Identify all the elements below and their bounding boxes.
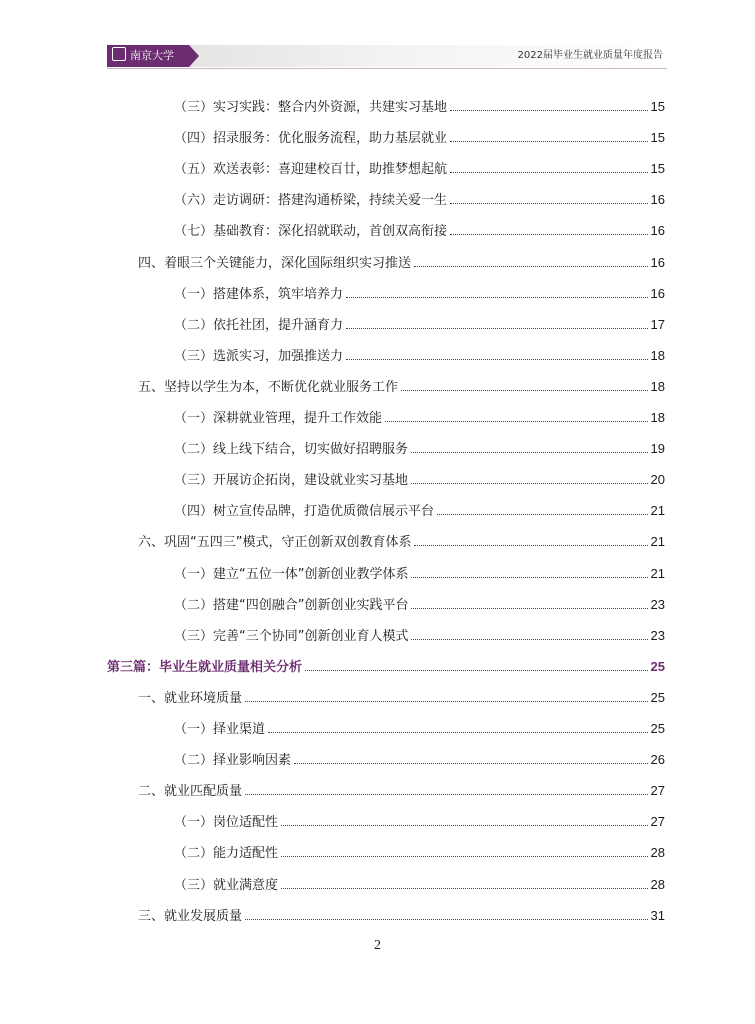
toc-entry-page: 23 — [650, 628, 665, 643]
dot-leader — [385, 421, 648, 422]
toc-entry-page: 16 — [650, 223, 665, 238]
toc-entry-label: （二）线上线下结合，切实做好招聘服务 — [174, 442, 409, 457]
toc-entry[interactable] — [0, 345, 665, 365]
toc-entry[interactable] — [0, 811, 665, 831]
report-title: 2022届毕业生就业质量年度报告 — [517, 50, 663, 61]
toc-entry[interactable] — [0, 220, 665, 240]
toc-entry-page: 25 — [650, 721, 665, 736]
toc-entry[interactable] — [0, 314, 665, 334]
dot-leader — [281, 856, 648, 857]
toc-entry-label: （一）择业渠道 — [174, 722, 266, 737]
toc-entry[interactable] — [0, 563, 665, 583]
dot-leader — [268, 732, 648, 733]
toc-entry-label: 一、就业环境质量 — [138, 691, 243, 706]
toc-entry-page: 16 — [650, 192, 665, 207]
toc-entry-label: （三）就业满意度 — [174, 878, 279, 893]
dot-leader — [414, 545, 647, 546]
dot-leader — [281, 888, 648, 889]
dot-leader — [411, 483, 648, 484]
dot-leader — [450, 172, 648, 173]
toc-entry[interactable] — [0, 905, 665, 925]
dot-leader — [245, 919, 648, 920]
toc-entry[interactable] — [0, 749, 665, 769]
toc-entry-label: （二）能力适配性 — [174, 846, 279, 861]
toc-entry-label: （三）选派实习，加强推送力 — [174, 349, 344, 364]
page-number: 2 — [374, 938, 381, 953]
dot-leader — [346, 328, 648, 329]
dot-leader — [281, 825, 648, 826]
dot-leader — [450, 141, 648, 142]
toc-entry[interactable] — [0, 874, 665, 894]
toc-entry-page: 16 — [650, 255, 665, 270]
dot-leader — [346, 297, 648, 298]
toc-entry-page: 15 — [650, 99, 665, 114]
toc-entry[interactable] — [0, 96, 665, 116]
dot-leader — [411, 452, 648, 453]
seal-icon — [112, 47, 126, 61]
toc-entry-page: 25 — [650, 659, 665, 674]
toc-entry-page: 16 — [650, 286, 665, 301]
toc-entry-page: 18 — [650, 348, 665, 363]
toc-entry-page: 23 — [650, 597, 665, 612]
dot-leader — [450, 234, 648, 235]
toc-entry[interactable] — [0, 189, 665, 209]
header-banner — [189, 45, 667, 67]
toc-entry-label: （三）实习实践：整合内外资源，共建实习基地 — [174, 100, 448, 115]
toc-entry[interactable] — [0, 531, 665, 551]
toc-entry-page: 17 — [650, 317, 665, 332]
toc-entry-label: 五、坚持以学生为本，不断优化就业服务工作 — [138, 380, 399, 395]
toc-entry-page: 27 — [650, 814, 665, 829]
toc-entry[interactable] — [0, 500, 665, 520]
toc-entry-label: 三、就业发展质量 — [138, 909, 243, 924]
toc-entry[interactable] — [0, 687, 665, 707]
toc-entry-page: 20 — [650, 472, 665, 487]
dot-leader — [450, 110, 648, 111]
dot-leader — [450, 203, 648, 204]
dot-leader — [411, 608, 647, 609]
toc-entry-page: 28 — [650, 845, 665, 860]
toc-entry[interactable] — [0, 594, 665, 614]
logo-text: 南京大学 — [130, 49, 174, 62]
toc-entry[interactable] — [0, 469, 665, 489]
dot-leader — [411, 577, 647, 578]
toc-entry-label: （二）择业影响因素 — [174, 753, 292, 768]
toc-entry-label: （一）搭建体系，筑牢培养力 — [174, 287, 344, 302]
toc-entry-label: （二）依托社团，提升涵育力 — [174, 318, 344, 333]
toc-entry-page: 21 — [650, 534, 665, 549]
toc-entry-label: （四）招录服务：优化服务流程，助力基层就业 — [174, 131, 448, 146]
toc-entry-page: 15 — [650, 130, 665, 145]
toc-entry-label: （一）深耕就业管理，提升工作效能 — [174, 411, 383, 426]
toc-entry[interactable] — [0, 625, 665, 645]
toc-entry[interactable] — [0, 158, 665, 178]
toc-entry-page: 18 — [650, 410, 665, 425]
toc-entry[interactable] — [0, 127, 665, 147]
dot-leader — [414, 266, 648, 267]
toc-entry-label: （一）建立“五位一体”创新创业教学体系 — [174, 567, 409, 582]
toc-entry-page: 19 — [650, 441, 665, 456]
toc-entry[interactable] — [0, 252, 665, 272]
toc-entry-label: 六、巩固“五四三”模式，守正创新双创教育体系 — [138, 535, 412, 550]
toc-entry-label: （二）搭建“四创融合”创新创业实践平台 — [174, 598, 409, 613]
toc-entry-label: （三）完善“三个协同”创新创业育人模式 — [174, 629, 409, 644]
toc-entry-label: （七）基础教育：深化招就联动，首创双高衔接 — [174, 224, 448, 239]
toc-entry-label: （五）欢送表彰：喜迎建校百廿，助推梦想起航 — [174, 162, 448, 177]
toc-entry-label: （六）走访调研：搭建沟通桥梁，持续关爱一生 — [174, 193, 448, 208]
toc-entry-page: 21 — [650, 566, 665, 581]
dot-leader — [346, 359, 648, 360]
toc-entry[interactable] — [0, 656, 665, 676]
dot-leader — [437, 514, 648, 515]
toc-entry-page: 26 — [650, 752, 665, 767]
dot-leader — [294, 763, 648, 764]
dot-leader — [411, 639, 647, 640]
toc-entry[interactable] — [0, 842, 665, 862]
page-header — [107, 45, 667, 67]
header-divider — [107, 68, 667, 69]
toc-entry-label: 四、着眼三个关键能力，深化国际组织实习推送 — [138, 256, 412, 271]
toc-entry-label: （四）树立宣传品牌，打造优质微信展示平台 — [174, 504, 435, 519]
toc-entry[interactable] — [0, 376, 665, 396]
toc-entry-page: 15 — [650, 161, 665, 176]
toc-entry[interactable] — [0, 407, 665, 427]
dot-leader — [305, 670, 648, 671]
toc-entry-page: 28 — [650, 877, 665, 892]
toc-entry-page: 31 — [650, 908, 665, 923]
toc-entry[interactable] — [0, 438, 665, 458]
dot-leader — [245, 701, 648, 702]
dot-leader — [401, 390, 648, 391]
toc-entry-page: 27 — [650, 783, 665, 798]
university-logo — [107, 45, 189, 67]
toc-entry-label: （三）开展访企拓岗，建设就业实习基地 — [174, 473, 409, 488]
toc-entry-label: 二、就业匹配质量 — [138, 784, 243, 799]
toc-entry-page: 21 — [650, 503, 665, 518]
toc-entry-label: （一）岗位适配性 — [174, 815, 279, 830]
toc-entry-page: 18 — [650, 379, 665, 394]
toc-entry[interactable] — [0, 780, 665, 800]
toc-entry-page: 25 — [650, 690, 665, 705]
toc-entry[interactable] — [0, 283, 665, 303]
toc-entry-label: 第三篇：毕业生就业质量相关分析 — [107, 660, 303, 675]
toc-entry[interactable] — [0, 718, 665, 738]
dot-leader — [245, 794, 648, 795]
